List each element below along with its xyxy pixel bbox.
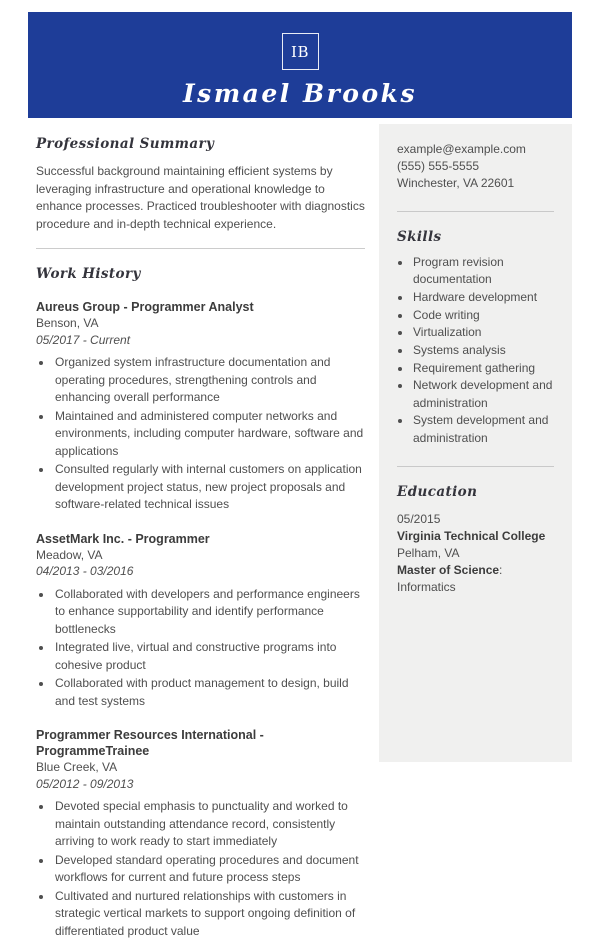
job-bullet: • Devoted special emphasis to punctuality and worked to maintain outstanding attendance record, consistently arriving to work ready to start immediately: [53, 798, 365, 851]
job-title: Programmer Resources International - ProgrammeTrainee: [36, 727, 365, 759]
divider: [36, 248, 365, 249]
contact-email: example@example.com: [397, 141, 554, 158]
job-dates: 05/2017 - Current: [36, 332, 365, 349]
education-section-title: Education: [397, 484, 554, 500]
education-degree: Master of Science: [397, 563, 499, 577]
job-entry: [36, 531, 365, 711]
contact-address: Winchester, VA 22601: [397, 175, 554, 192]
summary-section-title: Professional Summary: [36, 136, 365, 152]
education-date: 05/2015: [397, 511, 554, 528]
job-bullet: • Organized system infrastructure documentation and operating procedures, strengthening controls and enhancing overall performance: [53, 354, 365, 407]
job-title: AssetMark Inc. - Programmer: [36, 531, 365, 547]
education-school: Virginia Technical College: [397, 528, 554, 545]
skill-item: • Network development and administration: [412, 377, 554, 411]
work-history-section-title: Work History: [36, 266, 365, 282]
job-bullet-list: [36, 354, 365, 514]
job-dates: 04/2013 - 03/2016: [36, 563, 365, 580]
main-content: [28, 118, 572, 776]
job-bullet: • Cultivated and nurtured relationships with customers in strategic vertical markets to support ongoing definition of differentiated product value: [53, 888, 365, 940]
job-location: Meadow, VA: [36, 547, 365, 564]
job-bullet: • Developed standard operating procedures and document workflows for current and future process steps: [53, 852, 365, 887]
skill-item: • Program revision documentation: [412, 254, 554, 288]
divider: [397, 211, 554, 212]
skill-item: • Systems analysis: [412, 342, 554, 359]
job-entry: [36, 299, 365, 514]
job-location: Benson, VA: [36, 315, 365, 332]
job-bullet: • Collaborated with product management to design, build and test systems: [53, 675, 365, 710]
skill-item: • System development and administration: [412, 412, 554, 446]
skills-section-title: Skills: [397, 229, 554, 245]
person-name: Ismael Brooks: [28, 79, 572, 108]
header-banner: [28, 12, 572, 118]
education-entry: [397, 511, 554, 596]
sidebar: [379, 124, 572, 762]
job-bullet: • Integrated live, virtual and constructive programs into cohesive product: [53, 639, 365, 674]
monogram-initials: IB: [291, 43, 309, 61]
summary-text: Successful background maintaining efficient systems by leveraging infrastructure and operational knowledge to enhance processes. Practiced troubleshooter with diagnostics procedure and in-depth technical experience.: [36, 163, 365, 233]
job-bullet: • Maintained and administered computer networks and environments, including computer hardware, software and applications: [53, 408, 365, 461]
skill-item: • Virtualization: [412, 324, 554, 341]
monogram-box: [282, 33, 319, 70]
education-degree-field: : Informatics: [397, 563, 502, 594]
job-location: Blue Creek, VA: [36, 759, 365, 776]
job-bullet-list: [36, 798, 365, 940]
skill-item: • Code writing: [412, 307, 554, 324]
job-title: Aureus Group - Programmer Analyst: [36, 299, 365, 315]
job-entry: [36, 727, 365, 940]
job-dates: 05/2012 - 09/2013: [36, 776, 365, 793]
left-column: [28, 118, 379, 776]
contact-phone: (555) 555-5555: [397, 158, 554, 175]
job-bullet: • Collaborated with developers and performance engineers to enhance supportability and identify performance bottlenecks: [53, 586, 365, 639]
divider: [397, 466, 554, 467]
education-degree-line: [397, 562, 554, 596]
education-location: Pelham, VA: [397, 545, 554, 562]
job-bullet-list: [36, 586, 365, 711]
skill-item: • Requirement gathering: [412, 360, 554, 377]
skill-item: • Hardware development: [412, 289, 554, 306]
job-bullet: • Consulted regularly with internal customers on application development project status, new project proposals and software-related technical issues: [53, 461, 365, 514]
skills-list: [397, 254, 554, 447]
